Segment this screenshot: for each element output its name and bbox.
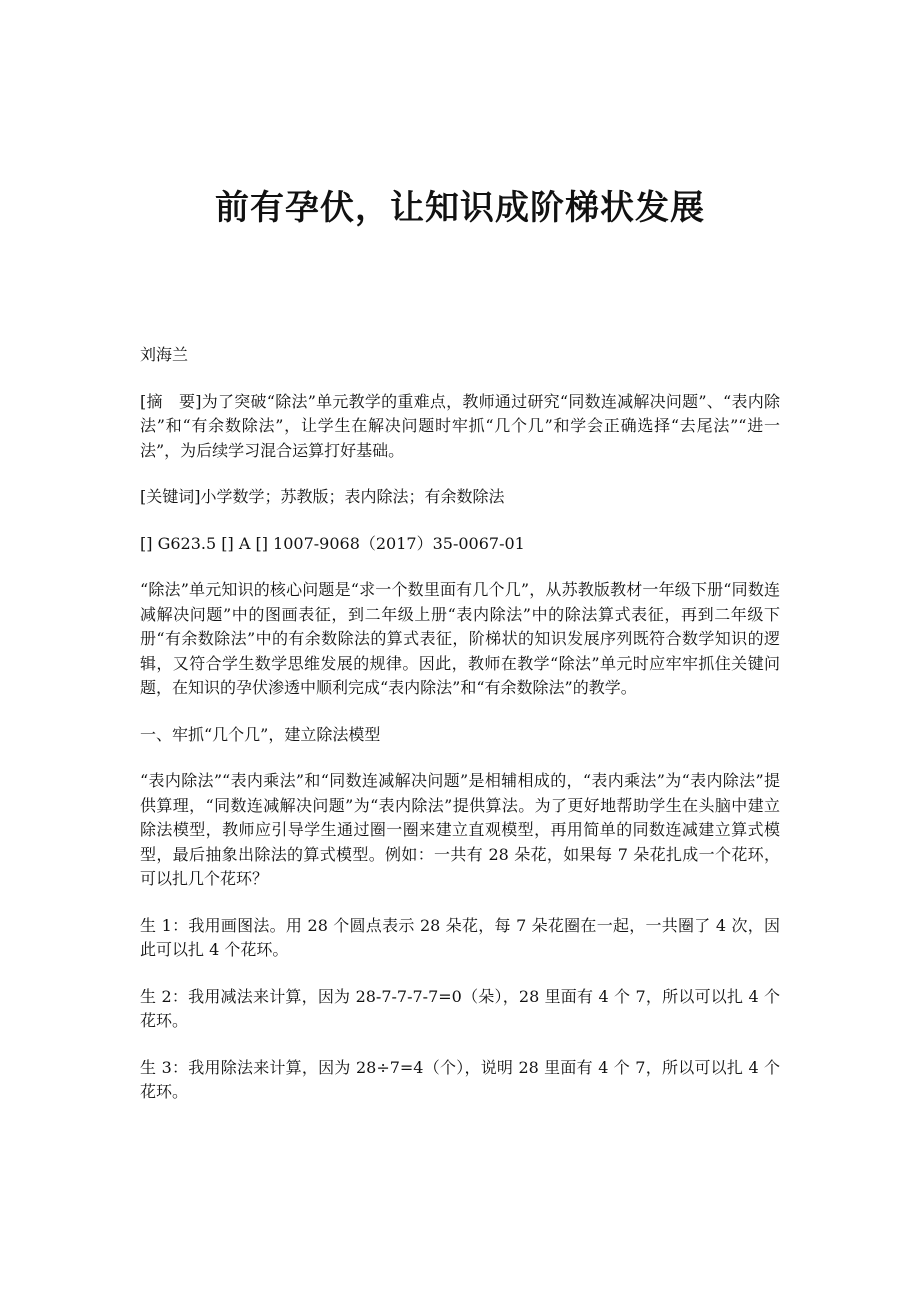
article-body bbox=[140, 343, 780, 1127]
intro-paragraph: “除法”单元知识的核心问题是“求一个数里面有几个几”，从苏教版教材一年级下册“同数连减解决问题”中的图画表征，到二年级上册“表内除法”中的除法算式表征，再到二年级下册“有余数除法”中的有余数除法的算式表征，阶梯状的知识发展序列既符合数学知识的逻辑，又符合学生数学思维发展的规律。因此，教师在教学“除法”单元时应牢牢抓住关键问题，在知识的孕伏渗透中顺利完成“表内除法”和“有余数除法”的教学。 bbox=[140, 580, 780, 697]
student-answer-3: 生 3：我用除法来计算，因为 28÷7=4（个），说明 28 里面有 4 个 7，所以可以扎 4 个花环。 bbox=[140, 1057, 780, 1101]
keywords-paragraph: [关键词]小学数学；苏教版；表内除法；有余数除法 bbox=[140, 487, 505, 506]
student-answer-2: 生 2：我用减法来计算，因为 28-7-7-7-7=0（朵），28 里面有 4 个 7，所以可以扎 4 个花环。 bbox=[140, 986, 780, 1030]
student-answer-1: 生 1：我用画图法。用 28 个圆点表示 28 朵花，每 7 朵花圈在一起，一共圈了 4 次，因此可以扎 4 个花环。 bbox=[140, 915, 780, 959]
section-heading: 一、牢抓“几个几”，建立除法模型 bbox=[140, 724, 381, 744]
abstract-paragraph: [摘 要]为了突破“除法”单元教学的重难点，教师通过研究“同数连减解决问题”、“表内除法”和“有余数除法”，让学生在解决问题时牢抓“几个几”和学会正确选择“去尾法”“进一法”，为后续学习混合运算打好基础。 bbox=[140, 391, 780, 460]
classification-line: [] G623.5 [] A [] 1007-9068（2017）35-0067-01 bbox=[140, 533, 525, 553]
author-name: 刘海兰 bbox=[140, 345, 189, 364]
section-paragraph: “表内除法”“表内乘法”和“同数连减解决问题”是相辅相成的，“表内乘法”为“表内除法”提供算理，“同数连减解决问题”为“表内除法”提供算法。为了更好地帮助学生在头脑中建立除法模型，教师应引导学生通过圈一圈来建立直观模型，再用简单的同数连减建立算式模型，最后抽象出除法的算式模型。例如：一共有 28 朵花，如果每 7 朵花扎成一个花环，可以扎几个花环？ bbox=[140, 771, 780, 888]
article-title: 前有孕伏，让知识成阶梯状发展 bbox=[215, 188, 705, 228]
